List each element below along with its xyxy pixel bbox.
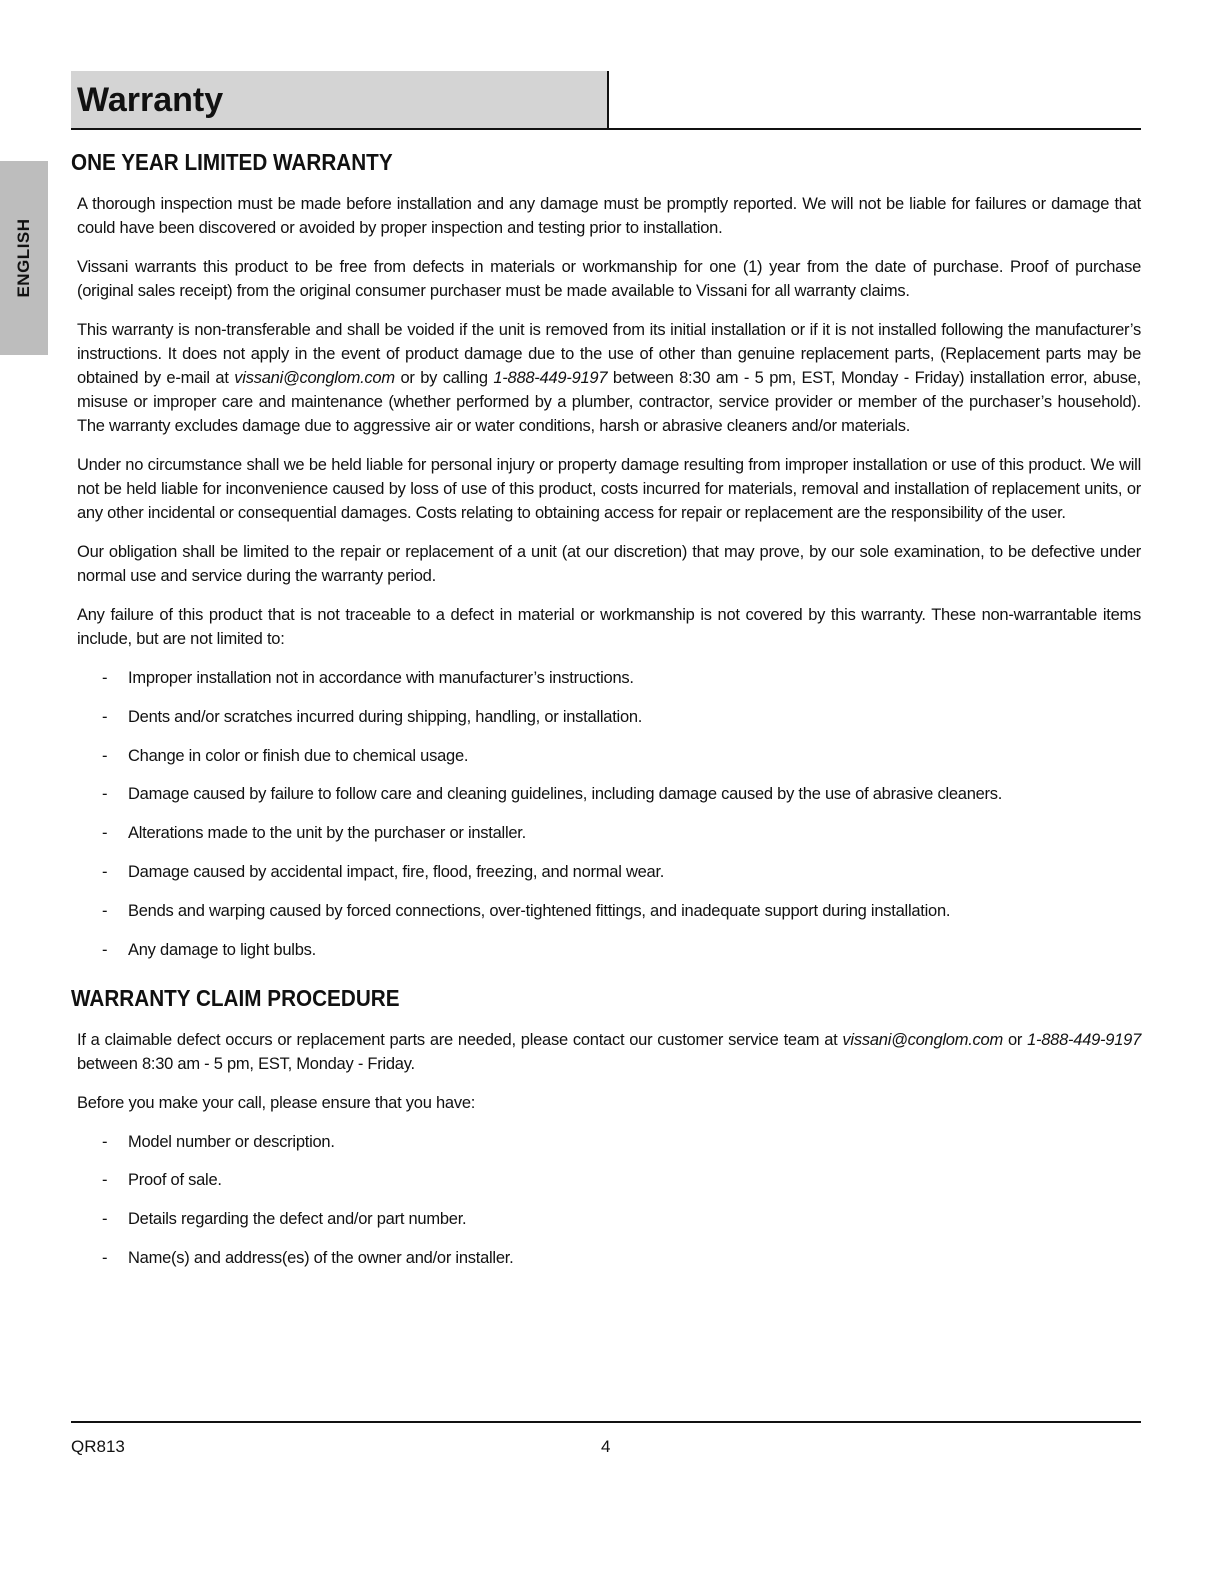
bullet-dash: - [102, 862, 108, 881]
paragraph-inspection: A thorough inspection must be made before installation and any damage must be promptly reported. We will not be liable for failures or damage that could have been discovered or avoided by proper inspection and testing prior to installation. [77, 195, 1141, 237]
bullet-dash: - [102, 1132, 108, 1151]
phone-number[interactable]: 1-888-449-9197 [1027, 1030, 1142, 1049]
bullet-dash: - [102, 669, 108, 687]
list-item-text: Model number or description. [128, 1132, 335, 1151]
list-item [77, 938, 1141, 962]
list-item-text: Alterations made to the unit by the purchaser or installer. [128, 824, 526, 843]
phone-number[interactable]: 1-888-449-9197 [493, 369, 608, 387]
bullet-dash: - [102, 940, 108, 959]
list-item-text: Any damage to light bulbs. [128, 940, 316, 959]
non-warrantable-list [77, 666, 1141, 962]
list-item-text: Bends and warping caused by forced connections, over-tightened fittings, and inadequate support during installation. [128, 901, 951, 920]
text-segment: between 8:30 am - 5 pm, EST, Monday - Friday. [77, 1054, 415, 1073]
text-segment: between 8:30 am - 5 pm, EST, Monday - Friday) installation error, abuse, misuse or improper care and maintenance (whether performed by a plumber, contractor, service provider or member of the purchaser’s household). The warranty excludes damage due to aggressive air or water conditions, harsh or abrasive cleaners and/or materials. [77, 369, 1141, 435]
model-number: QR813 [71, 1437, 125, 1456]
list-item [77, 1207, 1141, 1231]
list-item [77, 705, 1141, 729]
bullet-dash: - [102, 746, 108, 765]
list-item-text: Damage caused by accidental impact, fire, flood, freezing, and normal wear. [128, 862, 665, 881]
bullet-dash: - [102, 824, 108, 843]
paragraph-non-warrantable: Any failure of this product that is not traceable to a defect in material or workmanship is not covered by this warranty. These non-warrantable items include, but are not limited to: [77, 606, 1141, 648]
text-segment: If a claimable defect occurs or replacement parts are needed, please contact our customer service team at [77, 1030, 843, 1049]
paragraph-contact [77, 1028, 1141, 1076]
text-segment: or [1002, 1030, 1028, 1049]
bullet-dash: - [102, 1210, 108, 1229]
bullet-dash: - [102, 707, 108, 726]
bullet-dash: - [102, 901, 108, 920]
main-content [71, 146, 1141, 1285]
list-item [77, 821, 1141, 845]
list-item-text: Name(s) and address(es) of the owner and/or installer. [128, 1248, 514, 1267]
paragraph-non-transferable [77, 318, 1141, 438]
language-tab [0, 161, 48, 355]
list-item [77, 860, 1141, 884]
claim-requirements-list [77, 1130, 1141, 1270]
bullet-dash: - [102, 1248, 108, 1267]
list-item [77, 782, 1141, 806]
list-item-text: Dents and/or scratches incurred during shipping, handling, or installation. [128, 707, 643, 726]
bullet-dash: - [102, 1171, 108, 1190]
page-title: Warranty [77, 81, 224, 119]
paragraph-warranty-term: Vissani warrants this product to be free from defects in materials or workmanship for one (1) year from the date of purchase. Proof of purchase (original sales receipt) from the original consumer purchaser must be made available to Vissani for all warranty claims. [77, 258, 1141, 300]
bullet-dash: - [102, 785, 108, 804]
list-item-text: Change in color or finish due to chemical usage. [128, 746, 469, 765]
text-segment: or by calling [394, 369, 494, 387]
list-item [77, 1168, 1141, 1192]
section-heading-claim-procedure: WARRANTY CLAIM PROCEDURE [71, 984, 400, 1011]
list-item [77, 1246, 1141, 1270]
list-item-text: Details regarding the defect and/or part number. [128, 1210, 467, 1229]
list-item [77, 1130, 1141, 1154]
paragraph-obligation: Our obligation shall be limited to the repair or replacement of a unit (at our discretion) that may prove, by our sole examination, to be defective under normal use and service during the warranty period. [77, 543, 1141, 585]
text-segment: This warranty is non-transferable and shall be voided if the unit is removed from its initial installation or if it is not installed following the manufacturer’s instructions. It does not apply in the event of product damage due to the use of other than genuine replacement parts, (Replacement parts may be obtained by e-mail at [77, 321, 1141, 387]
list-item [77, 744, 1141, 768]
email-link[interactable]: vissani@conglom.com [842, 1030, 1003, 1049]
paragraph-before-call: Before you make your call, please ensure that you have: [77, 1093, 476, 1112]
page-header [71, 71, 1141, 130]
list-item [77, 666, 1141, 690]
header-title-box [71, 71, 609, 128]
list-item [77, 899, 1141, 923]
list-item-text: Damage caused by failure to follow care and cleaning guidelines, including damage caused by the use of abrasive cleaners. [128, 785, 1003, 804]
list-item-text: Improper installation not in accordance with manufacturer’s instructions. [128, 669, 634, 687]
paragraph-liability: Under no circumstance shall we be held liable for personal injury or property damage resulting from improper installation or use of this product. We will not be held liable for inconvenience caused by loss of use of this product, costs incurred for materials, removal and installation of replacement units, or any other incidental or consequential damages. Costs relating to obtaining access for repair or replacement are the responsibility of the user. [77, 456, 1141, 522]
section-heading-limited-warranty: ONE YEAR LIMITED WARRANTY [71, 149, 393, 175]
page-footer [71, 1421, 1141, 1456]
email-link[interactable]: vissani@conglom.com [234, 369, 395, 387]
language-tab-label: ENGLISH [14, 218, 33, 298]
list-item-text: Proof of sale. [128, 1171, 222, 1190]
page-number: 4 [601, 1437, 611, 1456]
